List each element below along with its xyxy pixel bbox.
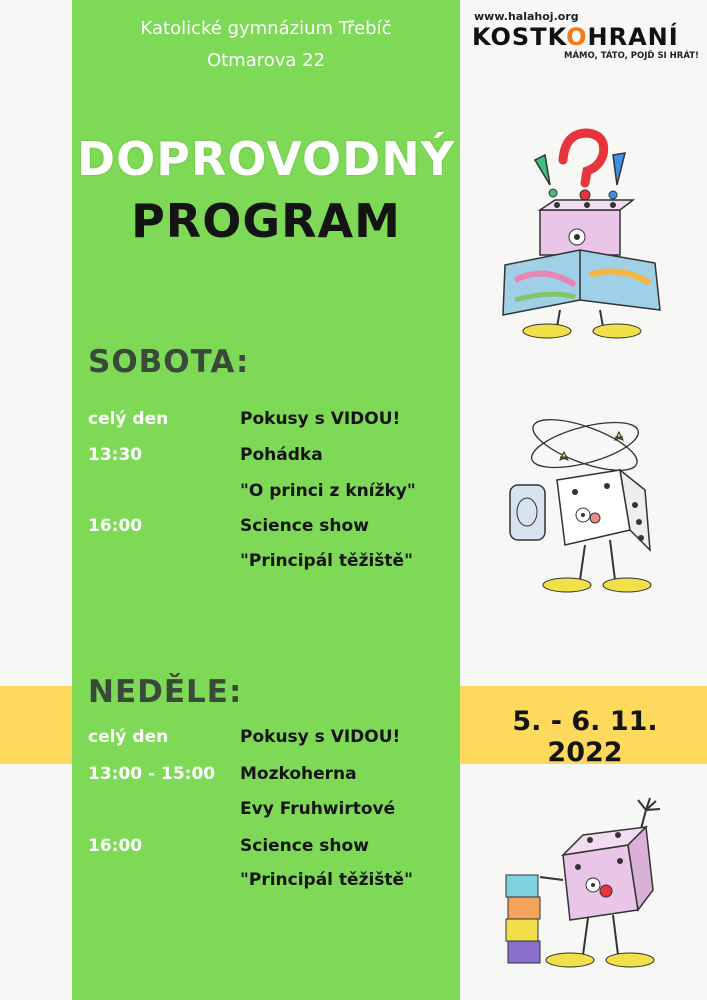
schedule-time: celý den [88,409,169,429]
schedule-event: Evy Fruhwirtové [240,799,396,819]
dice-reading-illustration [495,115,670,345]
schedule-event: "O princi z knížky" [240,481,416,501]
sunday-heading: NEDĚLE: [88,674,243,710]
schedule-event: Pokusy s VIDOU! [240,409,401,429]
logo-brand: KOSTKOHRANÍ [472,23,679,51]
title-line1: DOPROVODNÝ [76,132,456,186]
schedule-time: 16:00 [88,516,143,536]
schedule-event: Science show [240,516,369,536]
schedule-event: Pokusy s VIDOU! [240,727,401,747]
schedule-time: celý den [88,727,169,747]
schedule-time: 16:00 [88,836,143,856]
dizzy-dice-illustration [495,410,675,600]
schedule-time: 13:00 - 15:00 [88,764,216,784]
venue-name: Katolické gymnázium Třebíč [140,18,392,39]
logo-url: www.halahoj.org [474,10,579,23]
schedule-event: Pohádka [240,445,323,465]
schedule-time: 13:30 [88,445,143,465]
venue-address: Otmarova 22 [206,50,326,71]
schedule-event: "Principál těžiště" [240,551,413,571]
kostkohrani-logo[interactable] [470,8,702,68]
schedule-event: Mozkoherna [240,764,357,784]
title-line2: PROGRAM [131,194,401,248]
saturday-heading: SOBOTA: [88,344,250,380]
logo-tagline: MÁMO, TÁTO, POJĎ SI HRÁT! [564,51,699,61]
waving-dice-illustration [498,795,673,990]
schedule-event: "Principál těžiště" [240,870,413,890]
event-date: 5. - 6. 11. 2022 [512,706,658,768]
schedule-event: Science show [240,836,369,856]
